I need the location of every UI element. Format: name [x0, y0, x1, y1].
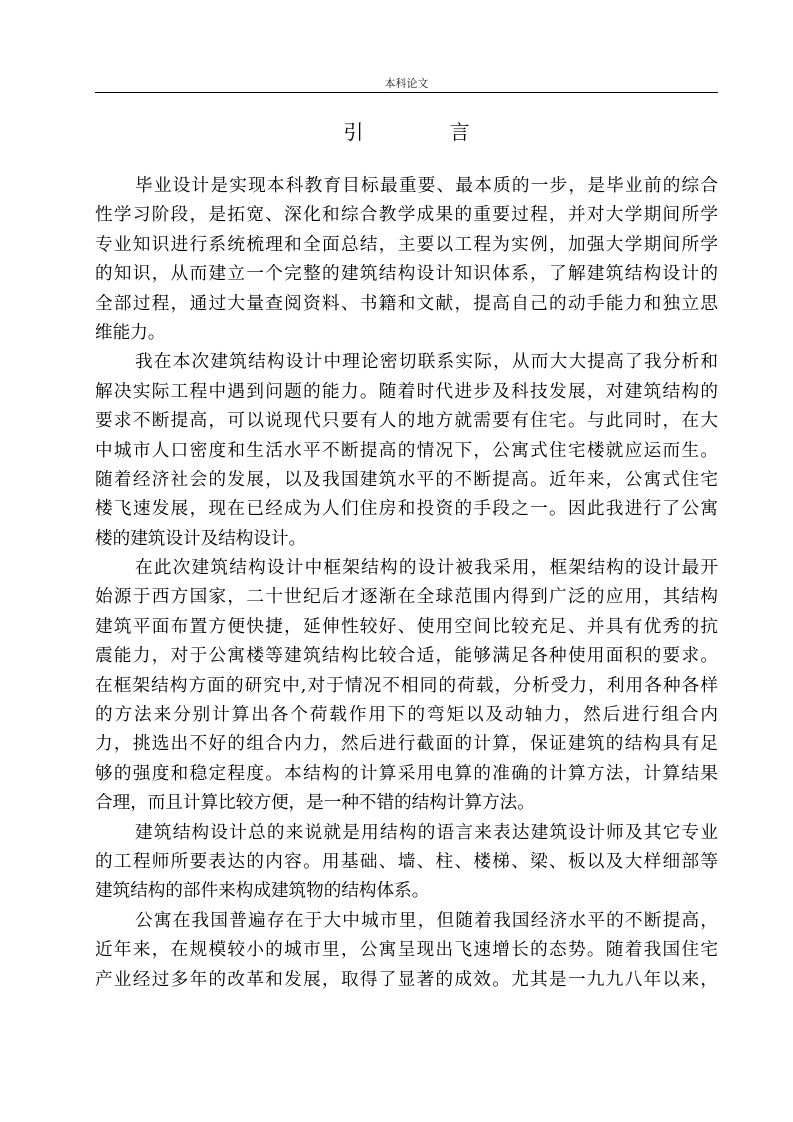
text-line: 建筑结构设计总的来说就是用结构的语言来表达建筑设计师及其它专业	[135, 822, 718, 843]
paragraph-5	[95, 907, 718, 995]
text-line: 始源于西方国家，二十世纪后才逐渐在全球范围内得到广泛的应用，其结构	[95, 587, 718, 608]
text-line: 合理，而且计算比较方便，是一种不错的结构计算方法。	[95, 793, 535, 814]
text-line: 的知识，从而建立一个完整的建筑结构设计知识体系，了解建筑结构设计的	[95, 264, 718, 285]
text-line: 楼飞速发展，现在已经成为人们住房和投资的手段之一。因此我进行了公寓	[95, 499, 718, 520]
text-line: 全部过程，通过大量查阅资料、书籍和文献，提高自己的动手能力和独立思	[95, 293, 718, 314]
text-line: 要求不断提高，可以说现代只要有人的地方就需要有住宅。与此同时，在大	[95, 411, 718, 432]
text-line: 性学习阶段，是拓宽、深化和综合教学成果的重要过程，并对大学期间所学	[95, 205, 718, 226]
text-line: 专业知识进行系统梳理和全面总结，主要以工程为实例，加强大学期间所学	[95, 234, 718, 255]
paragraph-1	[95, 172, 718, 348]
text-line: 震能力，对于公寓楼等建筑结构比较合适，能够满足各种使用面积的要求。	[95, 646, 718, 667]
text-line: 我在本次建筑结构设计中理论密切联系实际，从而大大提高了我分析和	[135, 352, 718, 373]
paragraph-3	[95, 554, 718, 819]
text-line: 在此次建筑结构设计中框架结构的设计被我采用，框架结构的设计最开	[135, 558, 718, 579]
paragraph-4	[95, 819, 718, 907]
text-line: 公寓在我国普遍存在于大中城市里，但随着我国经济水平的不断提高，	[135, 910, 718, 931]
text-line: 产业经过多年的改革和发展，取得了显著的成效。尤其是一九九八年以来，	[95, 969, 718, 990]
text-line: 的工程师所要表达的内容。用基础、墙、柱、楼梯、梁、板以及大样细部等	[95, 851, 718, 872]
header-rule	[95, 92, 718, 93]
page-title: 引 言	[343, 120, 510, 144]
text-line: 在框架结构方面的研究中,对于情况不相同的荷载，分析受力，利用各种各样	[95, 675, 718, 696]
text-line: 建筑平面布置方便快捷，延伸性较好、使用空间比较充足、并具有优秀的抗	[95, 616, 718, 637]
text-line: 近年来，在规模较小的城市里，公寓呈现出飞速增长的态势。随着我国住宅	[95, 940, 718, 961]
text-line: 够的强度和稳定程度。本结构的计算采用电算的准确的计算方法，计算结果	[95, 763, 718, 784]
paragraph-2	[95, 348, 718, 554]
text-line: 的方法来分别计算出各个荷载作用下的弯矩以及动轴力，然后进行组合内	[95, 705, 718, 726]
text-line: 维能力。	[95, 322, 166, 343]
running-header: 本科论文	[384, 77, 429, 90]
text-line: 建筑结构的部件来构成建筑物的结构体系。	[95, 881, 430, 902]
text-line: 毕业设计是实现本科教育目标最重要、最本质的一步，是毕业前的综合	[135, 176, 718, 196]
text-line: 力，挑选出不好的组合内力，然后进行截面的计算，保证建筑的结构具有足	[95, 734, 718, 755]
body-text	[95, 172, 718, 995]
text-line: 解决实际工程中遇到问题的能力。随着时代进步及科技发展，对建筑结构的	[95, 381, 718, 402]
text-line: 楼的建筑设计及结构设计。	[95, 528, 307, 549]
text-line: 中城市人口密度和生活水平不断提高的情况下，公寓式住宅楼就应运而生。	[95, 440, 718, 461]
text-line: 随着经济社会的发展，以及我国建筑水平的不断提高。近年来，公寓式住宅	[95, 469, 718, 490]
